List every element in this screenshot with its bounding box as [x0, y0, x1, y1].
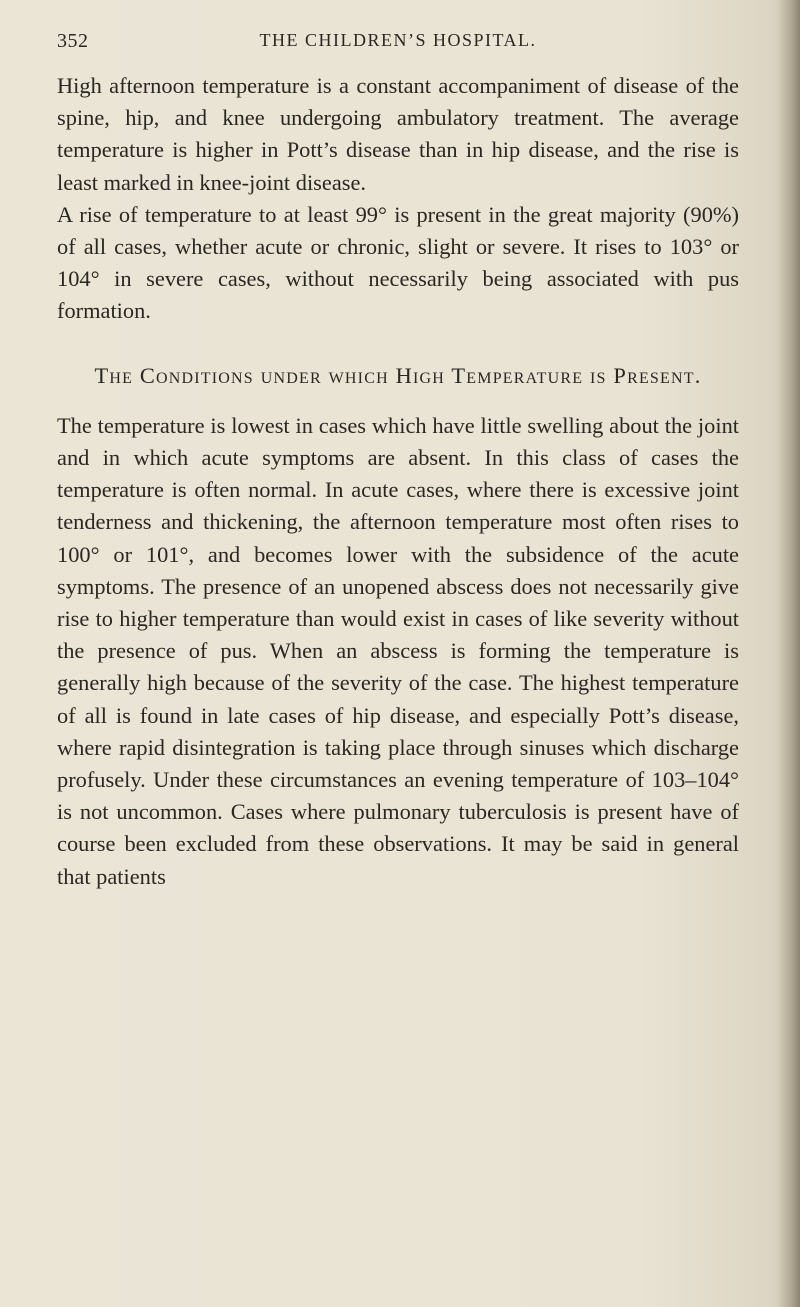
running-header: [57, 30, 739, 60]
paragraph-2: A rise of temperature to at least 99° is present in the great majority (90%) of all cases, whether acute or chronic, slight or severe. It rises to 103° or 104° in severe cases, without necessarily being associated with pus formation.: [57, 201, 739, 324]
body-text: [57, 70, 739, 893]
page-number: 352: [57, 30, 89, 52]
paragraph-1: High afternoon temperature is a constant accompaniment of disease of the spine, hip, and knee undergoing ambulatory treatment. The average temperature is higher in Pott’s disease than in hip disease, and the rise is least marked in knee-joint disease.: [57, 73, 739, 195]
running-title: THE CHILDREN’S HOSPITAL.: [259, 30, 537, 50]
page-edge-shadow: [778, 0, 800, 1307]
paragraph-3: The temperature is lowest in cases which have little swelling about the joint and in which acute symptoms are absent. In this class of cases the temperature is often normal. In acute cases, where there is excessive joint tenderness and thickening, the afternoon temperature most often rises to 100° or 101°, and becomes lower with the subsidence of the acute symptoms. The presence of an unopened abscess does not necessarily give rise to higher temperature than would exist in cases of like severity without the presence of pus. When an abscess is forming the temperature is generally high because of the severity of the case. The highest temperature of all is found in late cases of hip disease, and especially Pott’s disease, where rapid disintegration is taking place through sinuses which discharge profusely. Under these circumstances an evening temperature of 103–104° is not uncommon. Cases where pulmonary tuberculosis is present have of course been excluded from these observations. It may be said in general that patients: [57, 412, 739, 889]
section-heading: The Conditions under which High Temperature is Present.: [94, 362, 702, 388]
